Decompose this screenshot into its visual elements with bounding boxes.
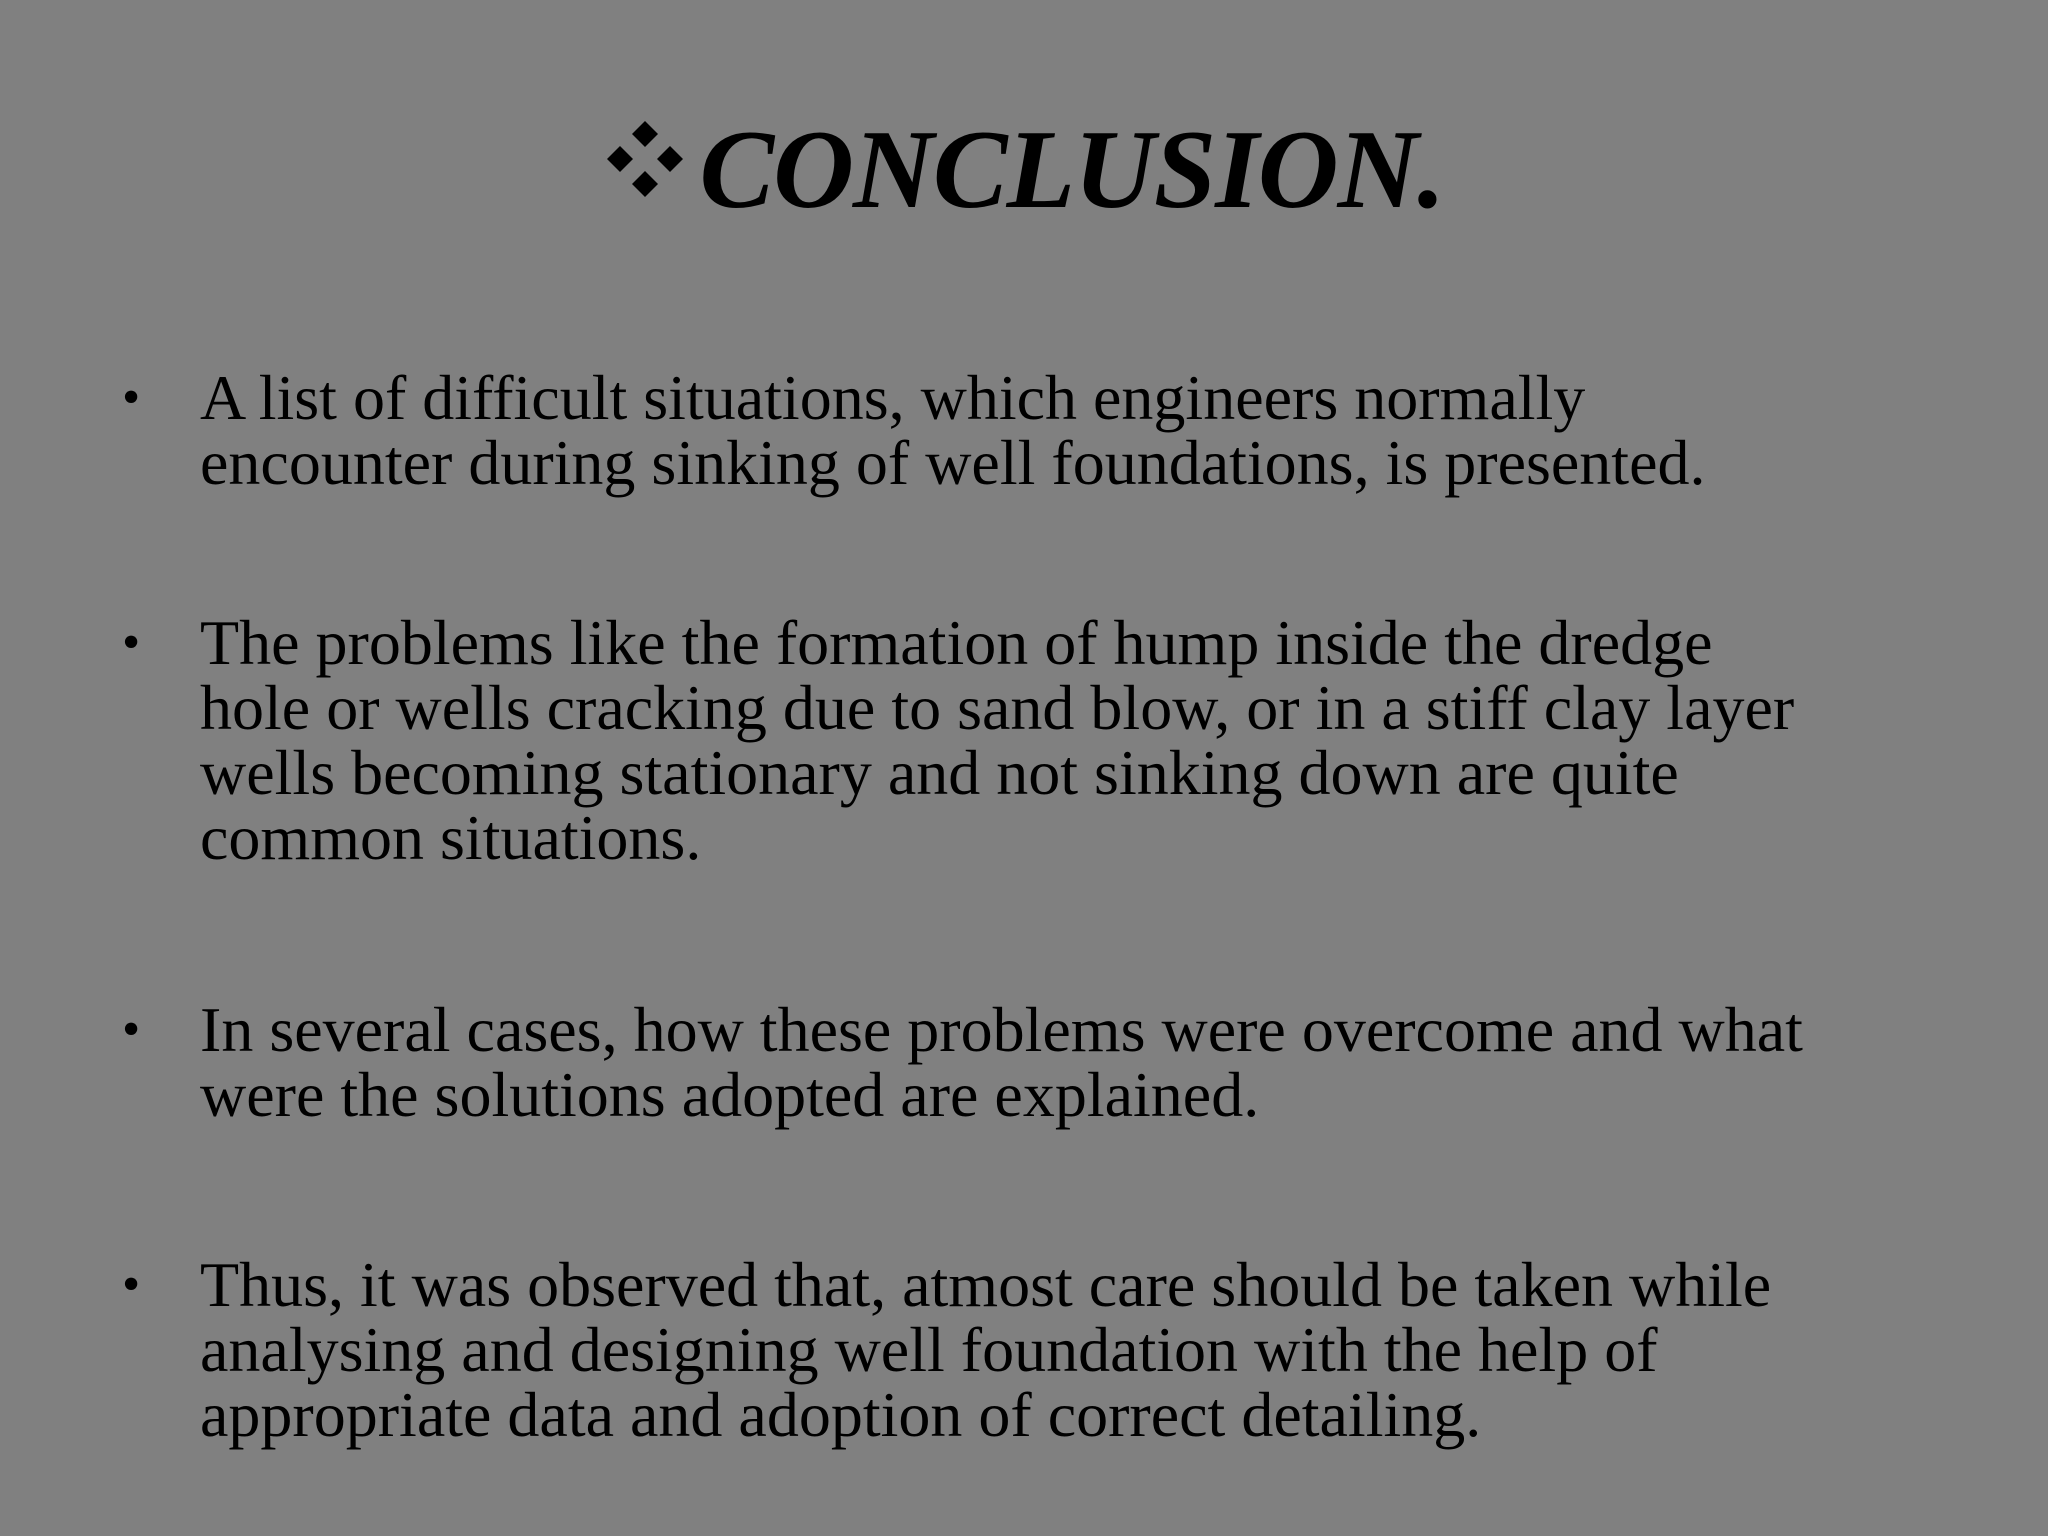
- bullet-dot: •: [122, 614, 141, 671]
- bullet-dot: •: [122, 1001, 141, 1058]
- bullet-dot: •: [122, 1256, 141, 1313]
- bullet-text: In several cases, how these problems were overcome and what were the solutions adopted are explained.: [200, 994, 1803, 1130]
- bullet-item: [122, 994, 1960, 1130]
- bullet-text: Thus, it was observed that, atmost care should be taken while analysing and designing well foundation with the help of appropriate data and adoption of correct detailing.: [200, 1249, 1772, 1450]
- bullet-item: [122, 362, 1960, 498]
- slide-title: CONCLUSION.: [699, 108, 1445, 232]
- bullet-text: A list of difficult situations, which engineers normally encounter during sinking of well foundations, is presented.: [200, 362, 1706, 498]
- bullet-item: [122, 607, 1960, 873]
- bullet-dot: •: [122, 369, 141, 426]
- bullet-text: The problems like the formation of hump inside the dredge hole or wells cracking due to sand blow, or in a stiff clay layer wells becoming stationary and not sinking down are quite common situations.: [200, 607, 1795, 873]
- bullet-item: [122, 1249, 1960, 1450]
